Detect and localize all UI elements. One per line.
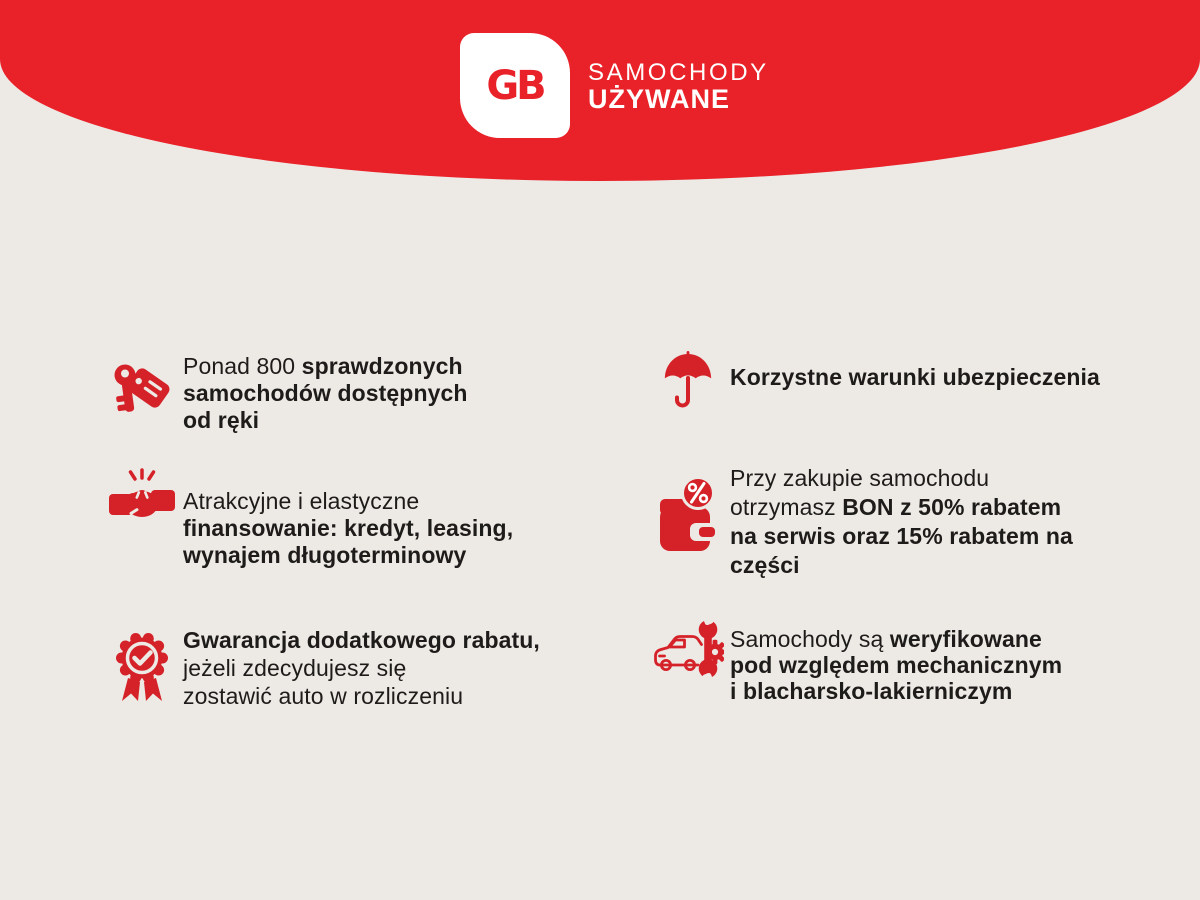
feature-line: wynajem długoterminowy (183, 542, 467, 568)
feature-financing (100, 488, 590, 569)
feature-stock (100, 353, 590, 434)
feature-service-voucher-text (730, 464, 1073, 580)
feature-financing-text (183, 488, 513, 569)
gb-logo: GB (486, 62, 544, 109)
feature-line: części (730, 552, 800, 578)
feature-line: samochodów dostępnych (183, 380, 468, 406)
feature-stock-text (183, 353, 468, 434)
ribbon-badge-check-icon (100, 626, 183, 706)
feature-discount-guarantee-text (183, 626, 540, 710)
umbrella-icon (645, 364, 730, 413)
brand-line1: SAMOCHODY (588, 59, 769, 86)
feature-verification-text (730, 626, 1062, 704)
feature-line: finansowanie: kredyt, leasing, (183, 515, 514, 541)
feature-line: Przy zakupie samochodu (730, 465, 990, 491)
feature-line: od ręki (183, 407, 260, 433)
feature-line: Ponad 800 sprawdzonych (183, 353, 463, 379)
feature-line: jeżeli zdecydujesz się (183, 655, 407, 681)
car-service-icon (645, 626, 730, 681)
brand-line2: UŻYWANE (588, 84, 730, 114)
wallet-percent-icon (645, 464, 730, 553)
feature-insurance (645, 364, 1125, 413)
feature-line: pod względem mechanicznym (730, 652, 1063, 678)
feature-line: na serwis oraz 15% rabatem na (730, 523, 1073, 549)
feature-line: Samochody są weryfikowane (730, 626, 1042, 652)
feature-insurance-text (730, 364, 1100, 391)
feature-line: Korzystne warunki ubezpieczenia (730, 364, 1100, 390)
feature-discount-guarantee (100, 626, 590, 710)
feature-line: Gwarancja dodatkowego rabatu, (183, 627, 540, 653)
feature-line: otrzymasz BON z 50% rabatem (730, 494, 1062, 520)
car-keys-icon (100, 353, 183, 422)
logo-card (460, 33, 570, 138)
feature-line: Atrakcyjne i elastyczne (183, 488, 420, 514)
handshake-icon (100, 488, 183, 530)
feature-line: zostawić auto w rozliczeniu (183, 683, 464, 709)
feature-service-voucher (645, 464, 1125, 580)
brand-name (588, 60, 769, 113)
feature-line: i blacharsko-lakierniczym (730, 678, 1013, 704)
feature-verification (645, 626, 1125, 704)
